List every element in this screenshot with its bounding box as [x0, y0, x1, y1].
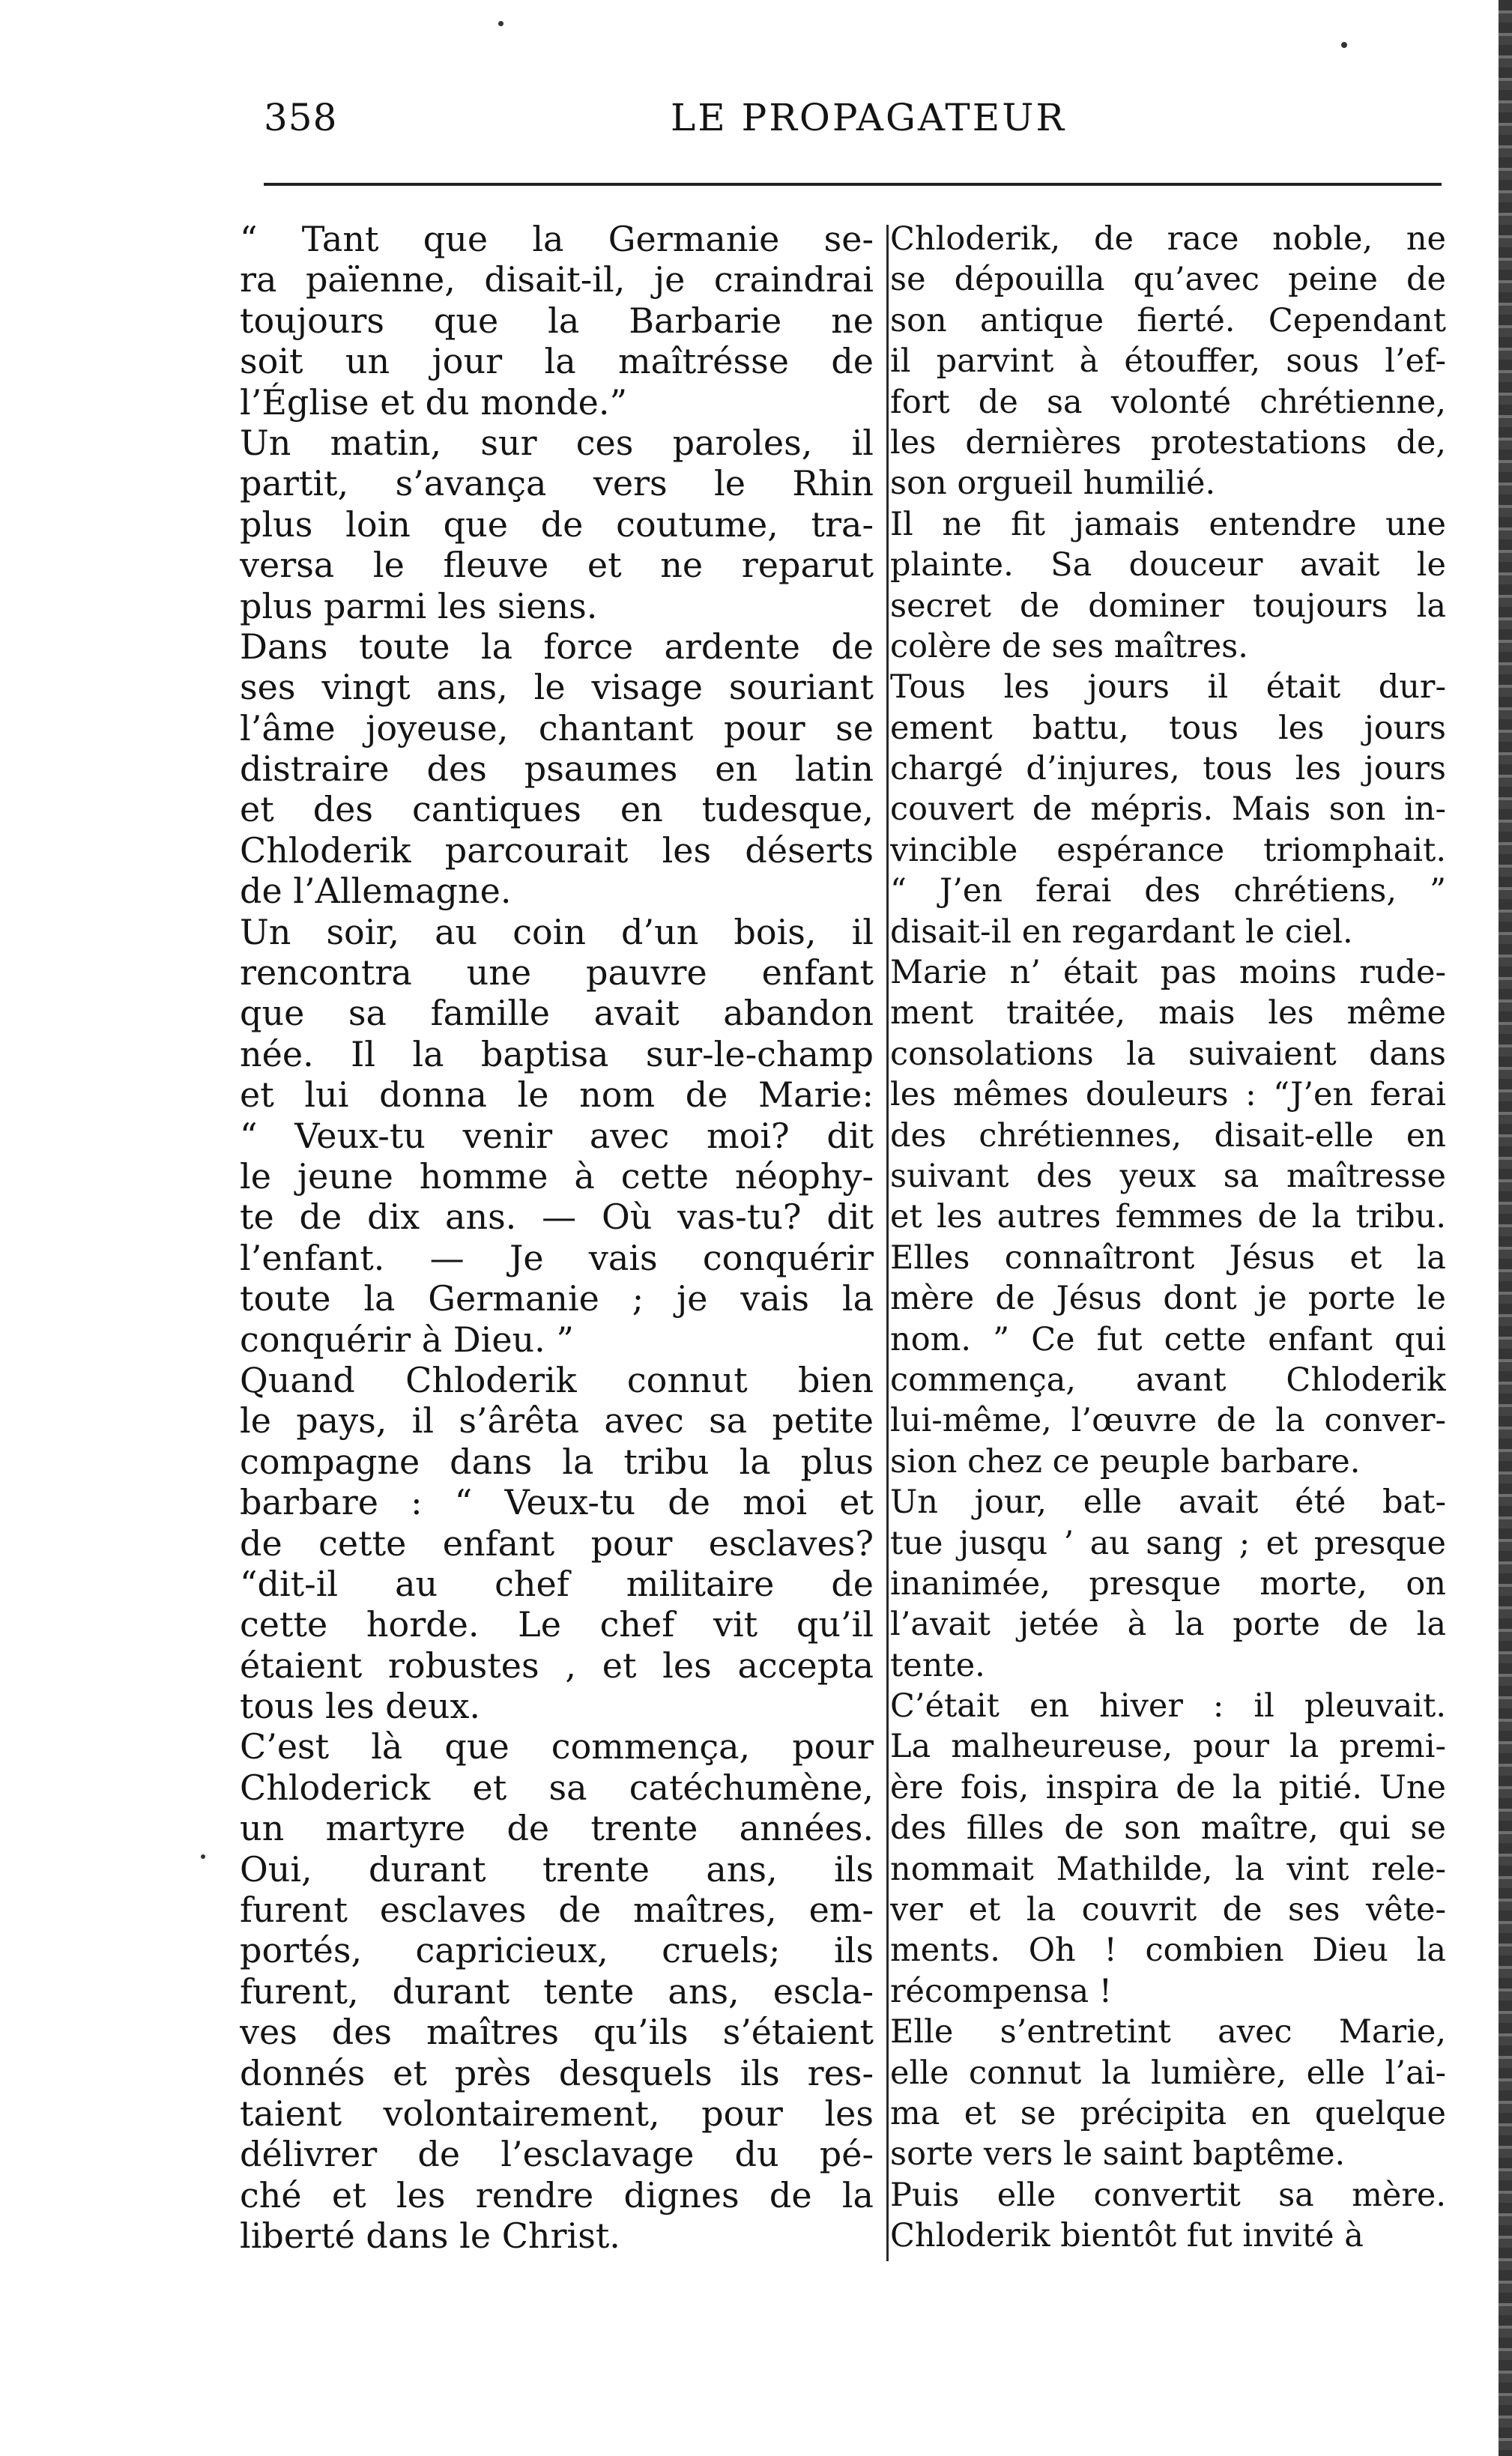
text-line: Elles connaîtront Jésus et la	[890, 1238, 1446, 1277]
text-line: partit, s’avança vers le Rhin	[240, 463, 874, 504]
text-line: Un jour, elle avait été bat-	[890, 1483, 1446, 1522]
text-line: lui-même, l’œuvre de la conver-	[890, 1402, 1446, 1440]
text-line: Oui, durant trente ans, ils	[240, 1848, 874, 1890]
text-line: toujours que la Barbarie ne	[240, 300, 874, 341]
text-line: ement battu, tous les jours	[890, 709, 1446, 747]
text-line: des chrétiennes, disait-elle en	[890, 1116, 1446, 1155]
text-line: le pays, il s’ârêta avec sa petite	[240, 1400, 874, 1442]
text-line: se dépouilla qu’avec peine de	[890, 261, 1446, 299]
text-line: “ Tant que la Germanie se-	[240, 219, 874, 259]
text-line: des filles de son maître, qui se	[890, 1809, 1446, 1848]
text-line: de cette enfant pour esclaves?	[240, 1522, 874, 1564]
text-line: ver et la couvrit de ses vête-	[890, 1891, 1446, 1929]
text-line: les mêmes douleurs : “J’en ferai	[890, 1076, 1446, 1114]
text-line: Tous les jours il était dur-	[890, 668, 1446, 707]
text-line: ché et les rendre dignes de la	[240, 2174, 874, 2215]
text-line: te de dix ans. — Où vas-tu? dit	[240, 1197, 874, 1238]
text-line: ma et se précipita en quelque	[890, 2094, 1446, 2132]
text-line: disait-il en regardant le ciel.	[890, 913, 1353, 951]
text-line: distraire des psaumes en latin	[240, 748, 874, 790]
ink-speck	[1341, 42, 1347, 48]
text-line: Il ne fit jamais entendre une	[890, 505, 1446, 543]
text-line: barbare : “ Veux-tu de moi et	[240, 1482, 874, 1523]
left-column	[240, 219, 874, 2257]
text-line: Quand Chloderik connut bien	[240, 1359, 874, 1400]
text-line: il parvint à étouffer, sous l’ef-	[890, 342, 1446, 381]
text-line: Chloderik bientôt fut invité à	[890, 2217, 1364, 2255]
running-title: LE PROPAGATEUR	[671, 96, 1066, 139]
text-line: Dans toute la force ardente de	[240, 626, 874, 667]
text-line: née. Il la baptisa sur-le-champ	[240, 1033, 874, 1074]
text-line: chargé d’injures, tous les jours	[890, 750, 1446, 788]
text-line: elle connut la lumière, elle l’ai-	[890, 2054, 1446, 2092]
text-line: conquérir à Dieu. ”	[240, 1319, 574, 1360]
text-line: consolations la suivaient dans	[890, 1035, 1446, 1073]
text-line: toute la Germanie ; je vais la	[240, 1278, 874, 1319]
text-line: plus parmi les siens.	[240, 585, 598, 626]
header-rule	[264, 183, 1442, 186]
text-line: “dit-il au chef militaire de	[240, 1563, 874, 1604]
text-line: Chloderik parcourait les déserts	[240, 829, 874, 871]
text-line: plus loin que de coutume, tra-	[240, 503, 874, 545]
text-line: C’est là que commença, pour	[240, 1726, 874, 1767]
text-line: plainte. Sa douceur avait le	[890, 546, 1446, 584]
text-line: l’avait jetée à la porte de la	[890, 1606, 1446, 1644]
text-line: taient volontairement, pour les	[240, 2093, 874, 2134]
ink-speck	[201, 1854, 205, 1859]
text-line: “ Veux-tu venir avec moi? dit	[240, 1115, 874, 1156]
text-line: secret de dominer toujours la	[890, 587, 1446, 625]
text-line: et lui donna le nom de Marie:	[240, 1074, 874, 1116]
text-line: l’âme joyeuse, chantant pour se	[240, 707, 874, 748]
text-line: mère de Jésus dont je porte le	[890, 1280, 1446, 1318]
text-line: Puis elle convertit sa mère.	[890, 2176, 1446, 2214]
text-line: ments. Oh ! combien Dieu la	[890, 1932, 1446, 1970]
column-divider	[886, 225, 889, 2261]
text-line: La malheureuse, pour la premi-	[890, 1728, 1446, 1766]
text-line: l’enfant. — Je vais conquérir	[240, 1237, 874, 1278]
text-line: “ J’en ferai des chrétiens, ”	[890, 872, 1446, 910]
text-line: nom. ” Ce fut cette enfant qui	[890, 1320, 1446, 1358]
text-line: ra païenne, disait-il, je craindrai	[240, 259, 874, 300]
text-line: rencontra une pauvre enfant	[240, 952, 874, 993]
text-line: les dernières protestations de,	[890, 423, 1446, 462]
text-line: l’Église et du monde.”	[240, 381, 628, 423]
text-line: et les autres femmes de la tribu.	[890, 1198, 1446, 1236]
text-line: commença, avant Chloderik	[890, 1361, 1446, 1399]
text-line: le jeune homme à cette néophy-	[240, 1155, 874, 1197]
text-line: portés, capricieux, cruels; ils	[240, 1930, 874, 1971]
text-line: Marie n’ était pas moins rude-	[890, 954, 1446, 992]
text-line: furent esclaves de maîtres, em-	[240, 1890, 874, 1931]
scan-edge-shadow	[1499, 0, 1512, 2456]
text-line: et des cantiques en tudesque,	[240, 789, 874, 830]
text-line: couvert de mépris. Mais son in-	[890, 790, 1446, 829]
text-line: ses vingt ans, le visage souriant	[240, 667, 874, 708]
text-line: versa le fleuve et ne reparut	[240, 545, 874, 586]
right-column	[890, 219, 1446, 2257]
text-line: son orgueil humilié.	[890, 465, 1216, 503]
text-line: inanimée, presque morte, on	[890, 1564, 1446, 1603]
text-line: ment traitée, mais les même	[890, 994, 1446, 1032]
text-line: tente.	[890, 1646, 985, 1684]
running-header	[0, 96, 1512, 148]
text-line: vincible espérance triomphait.	[890, 831, 1446, 869]
text-line: furent, durant tente ans, escla-	[240, 1970, 874, 2012]
text-line: délivrer de l’esclavage du pé-	[240, 2134, 874, 2175]
text-line: suivant des yeux sa maîtresse	[890, 1157, 1446, 1195]
ink-speck	[498, 21, 504, 26]
text-line: tue jusqu ’ au sang ; et presque	[890, 1524, 1446, 1562]
text-line: colère de ses maîtres.	[890, 627, 1248, 665]
text-line: Un matin, sur ces paroles, il	[240, 422, 874, 463]
text-line: compagne dans la tribu la plus	[240, 1441, 874, 1482]
text-line: Un soir, au coin d’un bois, il	[240, 911, 874, 952]
text-line: tous les deux.	[240, 1686, 481, 1727]
text-line: un martyre de trente années.	[240, 1808, 874, 1849]
text-line: donnés et près desquels ils res-	[240, 2052, 874, 2093]
text-line: Chloderick et sa catéchumène,	[240, 1767, 874, 1808]
text-line: son antique fierté. Cependant	[890, 301, 1446, 339]
text-line: fort de sa volonté chrétienne,	[890, 383, 1446, 421]
text-line: soit un jour la maîtrésse de	[240, 341, 874, 382]
text-line: nommait Mathilde, la vint rele-	[890, 1850, 1446, 1888]
text-line: récompensa !	[890, 1972, 1113, 2010]
text-line: cette horde. Le chef vit qu’il	[240, 1604, 874, 1645]
text-line: C’était en hiver : il pleuvait.	[890, 1687, 1446, 1725]
page-number: 358	[264, 96, 338, 139]
text-line: ère fois, inspira de la pitié. Une	[890, 1768, 1446, 1806]
text-line: liberté dans le Christ.	[240, 2215, 620, 2257]
text-line: de l’Allemagne.	[240, 871, 512, 912]
text-line: ves des maîtres qu’ils s’étaient	[240, 2012, 874, 2053]
text-line: étaient robustes , et les accepta	[240, 1645, 874, 1686]
text-line: que sa famille avait abandon	[240, 993, 874, 1034]
text-line: sorte vers le saint baptême.	[890, 2135, 1346, 2174]
text-line: Elle s’entretint avec Marie,	[890, 2013, 1446, 2051]
text-line: sion chez ce peuple barbare.	[890, 1442, 1361, 1480]
text-line: Chloderik, de race noble, ne	[890, 220, 1446, 258]
